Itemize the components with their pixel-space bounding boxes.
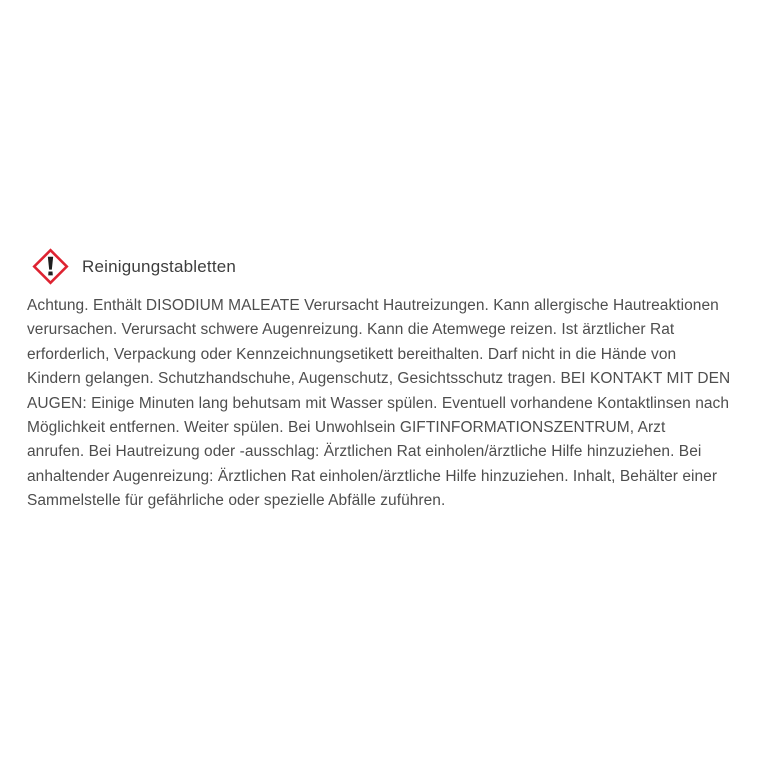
product-title: Reinigungstabletten <box>82 256 237 276</box>
hazard-statements-text <box>27 294 773 514</box>
hazard-text-line: Möglichkeit entfernen. Weiter spülen. Bei Unwohlsein GIFTINFORMATIONSZENTRUM, Arzt <box>27 419 666 437</box>
hazard-text-line: Kindern gelangen. Schutzhandschuhe, Augenschutz, Gesichtsschutz tragen. BEI KONTAKT MIT DEN <box>27 370 731 388</box>
hazard-text-line: erforderlich, Verpackung oder Kennzeichnungsetikett bereithalten. Darf nicht in die Hände von <box>27 345 677 363</box>
ghs07-exclamation-warning-icon <box>32 248 69 285</box>
hazard-text-line: anhaltender Augenreizung: Ärztlichen Rat einholen/ärztliche Hilfe hinzuziehen. Inhalt, Behälter einer <box>27 467 718 485</box>
hazard-text-line: anrufen. Bei Hautreizung oder -ausschlag: Ärztlichen Rat einholen/ärztliche Hilfe hinzuziehen. Bei <box>27 443 702 461</box>
hazard-text-line: Sammelstelle für gefährliche oder spezielle Abfälle zuführen. <box>27 492 446 510</box>
product-safety-header <box>32 248 236 285</box>
hazard-text-line: Achtung. Enthält DISODIUM MALEATE Verursacht Hautreizungen. Kann allergische Hautreaktionen <box>27 297 719 314</box>
hazard-text-line: AUGEN: Einige Minuten lang behutsam mit Wasser spülen. Eventuell vorhandene Kontaktlinsen nach <box>27 394 730 412</box>
hazard-text-line: verursachen. Verursacht schwere Augenreizung. Kann die Atemwege reizen. Ist ärztlicher Rat <box>27 321 675 339</box>
